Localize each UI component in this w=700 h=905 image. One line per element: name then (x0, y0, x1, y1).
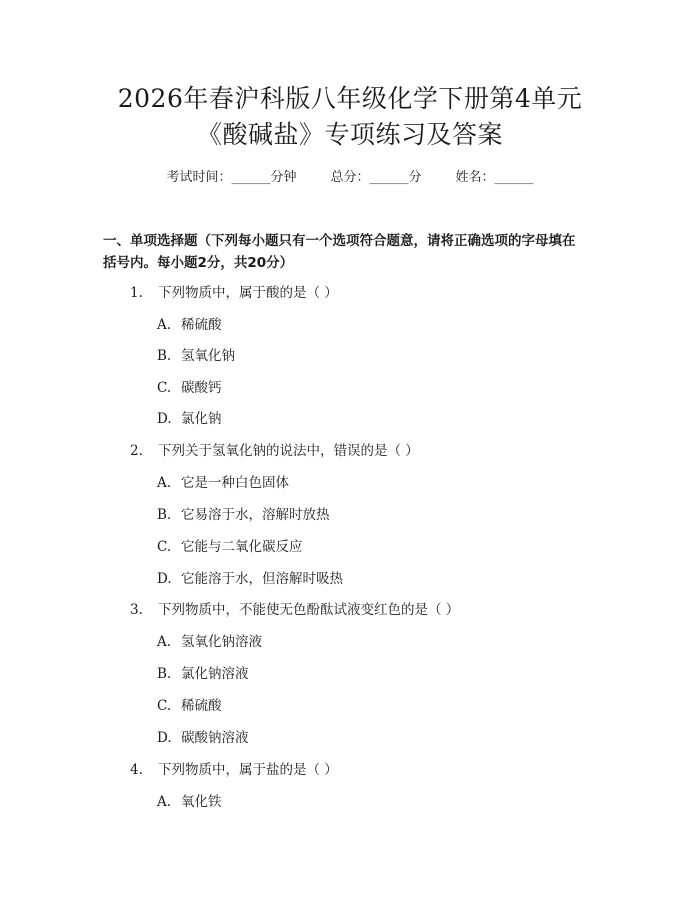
total-score-label: 总分：______分 (330, 170, 422, 185)
question-2-option-a (157, 473, 289, 493)
option-text: 碳酸钠溶液 (181, 730, 249, 746)
option-letter: C. (157, 698, 172, 714)
option-letter: C. (157, 380, 172, 396)
option-text: 氯化钠 (181, 411, 222, 427)
option-text: 稀硫酸 (181, 698, 222, 714)
question-1-option-a (157, 315, 222, 335)
option-text: 它是一种白色固体 (181, 475, 289, 491)
question-text: 下列关于氢氧化钠的说法中，错误的是（ ） (158, 443, 419, 459)
question-3-option-b (157, 664, 249, 684)
question-4 (130, 760, 338, 780)
question-number: 1. (130, 285, 143, 301)
name-label: 姓名：______ (455, 170, 534, 185)
document-title-line1: 2026年春沪科版八年级化学下册第4单元 (117, 84, 583, 113)
option-letter: A. (157, 794, 172, 810)
question-2 (130, 441, 419, 461)
section-heading-line1: 一、单项选择题（下列每小题只有一个选项符合题意，请将正确选项的字母填在 (103, 233, 576, 249)
question-text: 下列物质中，属于盐的是（ ） (158, 762, 338, 778)
question-number: 3. (130, 602, 143, 618)
option-text: 氯化钠溶液 (181, 666, 249, 682)
option-text: 氢氧化钠 (181, 348, 235, 364)
option-text: 氧化铁 (181, 794, 222, 810)
option-text: 碳酸钙 (181, 380, 222, 396)
question-3-option-d (157, 728, 249, 748)
option-letter: A. (157, 475, 172, 491)
option-text: 稀硫酸 (181, 317, 222, 333)
exam-info-line (0, 168, 700, 188)
question-2-option-c (157, 537, 303, 557)
option-text: 它能与二氧化碳反应 (181, 539, 303, 555)
option-letter: D. (157, 730, 172, 746)
question-1 (130, 283, 338, 303)
option-letter: A. (157, 317, 172, 333)
option-letter: D. (157, 411, 172, 427)
option-text: 氢氧化钠溶液 (181, 634, 262, 650)
option-letter: B. (157, 507, 172, 523)
question-2-option-d (157, 569, 343, 589)
section-heading-line2: 括号内。每小题2分，共20分） (103, 255, 294, 271)
question-3-option-c (157, 696, 222, 716)
option-letter: B. (157, 666, 172, 682)
exam-time-label: 考试时间：______分钟 (166, 170, 297, 185)
option-letter: B. (157, 348, 172, 364)
option-text: 它易溶于水，溶解时放热 (181, 507, 330, 523)
question-2-option-b (157, 505, 330, 525)
option-letter: D. (157, 571, 172, 587)
option-letter: C. (157, 539, 172, 555)
option-letter: A. (157, 634, 172, 650)
question-number: 2. (130, 443, 143, 459)
question-1-option-c (157, 378, 222, 398)
question-text: 下列物质中，属于酸的是（ ） (158, 285, 338, 301)
document-title-line2: 《酸碱盐》专项练习及答案 (196, 120, 503, 149)
question-3-option-a (157, 632, 262, 652)
option-text: 它能溶于水，但溶解时吸热 (181, 571, 343, 587)
question-3 (130, 600, 459, 620)
question-text: 下列物质中，不能使无色酚酞试液变红色的是（ ） (158, 602, 460, 618)
question-number: 4. (130, 762, 143, 778)
question-4-option-a (157, 792, 222, 812)
question-1-option-d (157, 409, 222, 429)
question-1-option-b (157, 346, 235, 366)
